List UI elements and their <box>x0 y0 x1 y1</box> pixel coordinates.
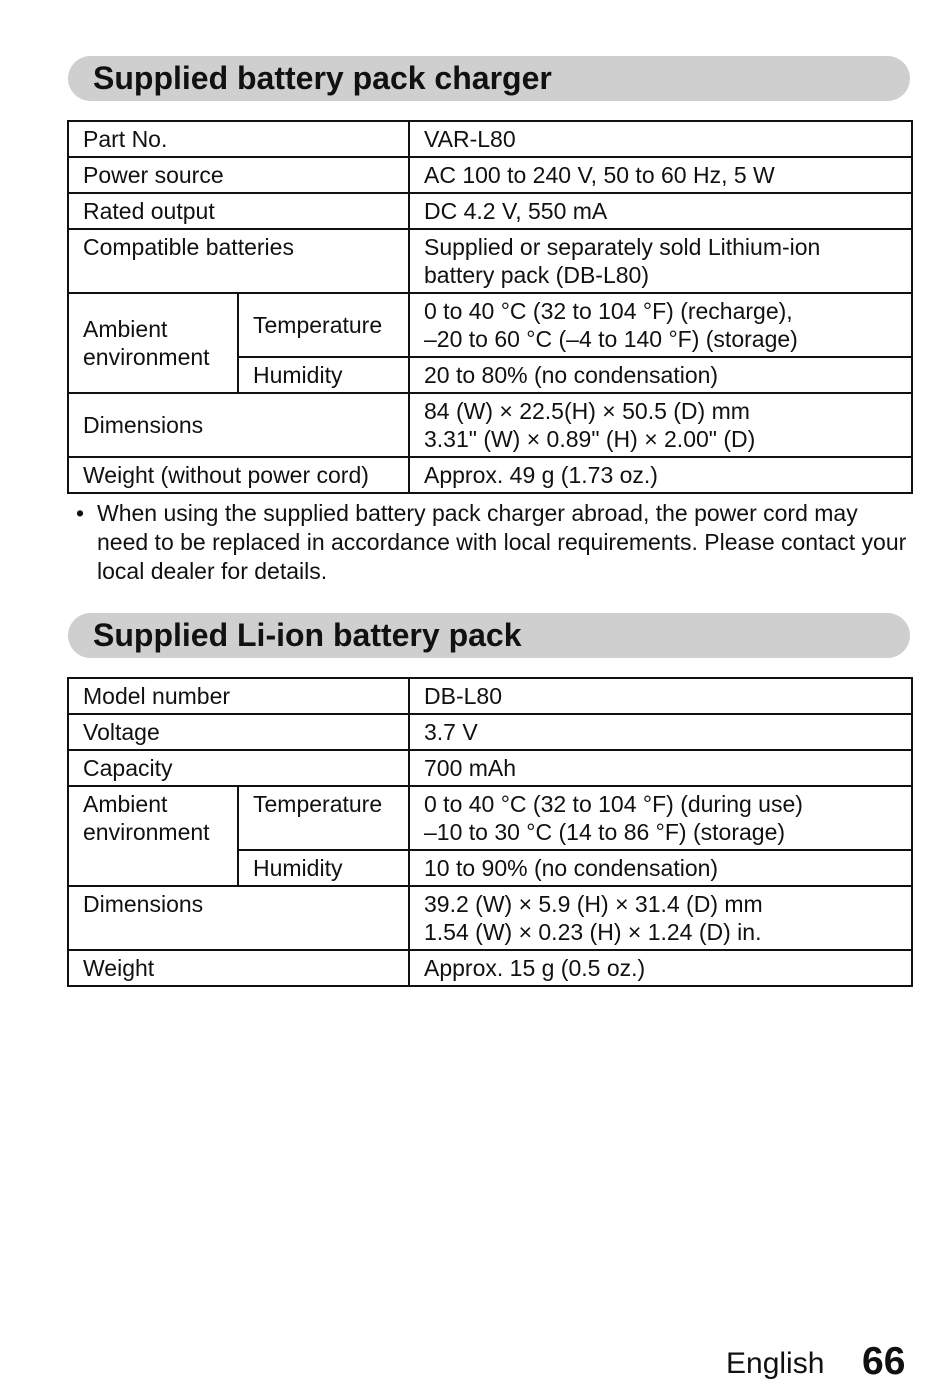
label-line: environment <box>83 344 210 370</box>
spec-label: Rated output <box>68 193 409 229</box>
spec-value: Approx. 49 g (1.73 oz.) <box>409 457 912 493</box>
spec-label: Weight (without power cord) <box>68 457 409 493</box>
label-line: environment <box>83 819 210 845</box>
battery-section-title: Supplied Li-ion battery pack <box>68 613 910 658</box>
spec-sublabel: Humidity <box>238 850 409 886</box>
table-row <box>68 229 912 293</box>
value-line: battery pack (DB-L80) <box>424 262 649 288</box>
spec-value: 20 to 80% (no condensation) <box>409 357 912 393</box>
spec-label: Capacity <box>68 750 409 786</box>
spec-value <box>409 786 912 850</box>
spec-value: VAR-L80 <box>409 121 912 157</box>
table-row <box>68 457 912 493</box>
value-line: 84 (W) × 22.5(H) × 50.5 (D) mm <box>424 398 750 424</box>
table-row <box>68 714 912 750</box>
table-row <box>68 786 912 850</box>
table-row <box>68 393 912 457</box>
value-line: Supplied or separately sold Lithium-ion <box>424 234 821 260</box>
value-line: 0 to 40 °C (32 to 104 °F) (during use) <box>424 791 803 817</box>
value-line: –20 to 60 °C (–4 to 140 °F) (storage) <box>424 326 798 352</box>
spec-value <box>409 886 912 950</box>
spec-value: 700 mAh <box>409 750 912 786</box>
value-line: –10 to 30 °C (14 to 86 °F) (storage) <box>424 819 786 845</box>
note-text: When using the supplied battery pack charger abroad, the power cord may need to be replaced in accordance with local requirements. Please contact your local dealer for details. <box>97 500 907 584</box>
spec-value: Approx. 15 g (0.5 oz.) <box>409 950 912 986</box>
charger-spec-table <box>67 120 913 494</box>
value-line: 0 to 40 °C (32 to 104 °F) (recharge), <box>424 298 793 324</box>
battery-spec-table <box>67 677 913 987</box>
label-line: Ambient <box>83 316 168 342</box>
spec-label: Part No. <box>68 121 409 157</box>
page-number: 66 <box>862 1340 906 1383</box>
spec-value: 10 to 90% (no condensation) <box>409 850 912 886</box>
charger-note <box>76 499 912 586</box>
spec-value <box>409 393 912 457</box>
table-row <box>68 121 912 157</box>
spec-sublabel: Temperature <box>238 293 409 357</box>
table-row <box>68 886 912 950</box>
spec-sublabel: Temperature <box>238 786 409 850</box>
spec-label: Weight <box>68 950 409 986</box>
spec-label: Dimensions <box>68 393 409 457</box>
spec-value: DB-L80 <box>409 678 912 714</box>
spec-label: Compatible batteries <box>68 229 409 293</box>
table-row <box>68 157 912 193</box>
spec-label: Model number <box>68 678 409 714</box>
label-line: Ambient <box>83 791 168 817</box>
spec-value <box>409 229 912 293</box>
spec-label: Dimensions <box>68 886 409 950</box>
spec-value <box>409 293 912 357</box>
bullet-icon: • <box>76 500 85 526</box>
spec-sublabel: Humidity <box>238 357 409 393</box>
spec-value: AC 100 to 240 V, 50 to 60 Hz, 5 W <box>409 157 912 193</box>
table-row <box>68 678 912 714</box>
spec-label: Power source <box>68 157 409 193</box>
table-row <box>68 293 912 357</box>
value-line: 3.31" (W) × 0.89" (H) × 2.00" (D) <box>424 426 756 452</box>
spec-value: 3.7 V <box>409 714 912 750</box>
spec-label <box>68 293 238 393</box>
table-row <box>68 950 912 986</box>
value-line: 1.54 (W) × 0.23 (H) × 1.24 (D) in. <box>424 919 762 945</box>
value-line: 39.2 (W) × 5.9 (H) × 31.4 (D) mm <box>424 891 763 917</box>
spec-value: DC 4.2 V, 550 mA <box>409 193 912 229</box>
table-row <box>68 750 912 786</box>
spec-label <box>68 786 238 886</box>
footer-language: English <box>726 1347 825 1380</box>
spec-label: Voltage <box>68 714 409 750</box>
table-row <box>68 193 912 229</box>
charger-section-title: Supplied battery pack charger <box>68 56 910 101</box>
